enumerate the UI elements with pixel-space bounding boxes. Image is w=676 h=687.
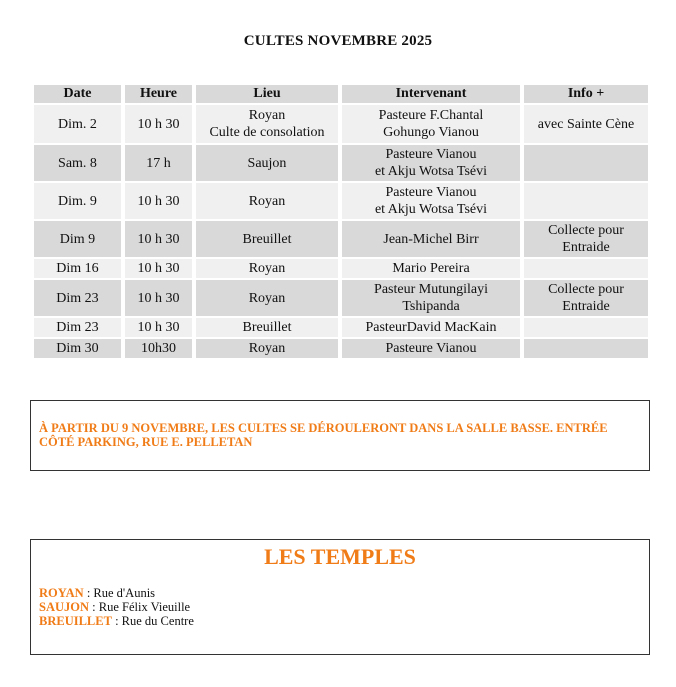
cell-intervenant-line: Gohungo Vianou xyxy=(383,125,479,140)
cell-intervenant xyxy=(342,221,520,257)
cell-info xyxy=(524,259,648,278)
cell-info-line: Collecte pour xyxy=(548,223,624,238)
cell-lieu xyxy=(196,145,338,181)
cell-lieu-line: Saujon xyxy=(247,155,287,171)
header-intervenant: Intervenant xyxy=(342,85,520,103)
cell-heure: 10 h 30 xyxy=(125,105,192,143)
cell-lieu xyxy=(196,105,338,143)
cell-heure: 10 h 30 xyxy=(125,221,192,257)
cell-info-line: Collecte pour xyxy=(548,282,624,297)
cell-info xyxy=(524,280,648,316)
cell-intervenant xyxy=(342,145,520,181)
cell-intervenant-line: et Akju Wotsa Tsévi xyxy=(374,202,488,217)
cell-lieu xyxy=(196,318,338,337)
cell-intervenant-line: PasteurDavid MacKain xyxy=(365,320,497,335)
page-title: CULTES NOVEMBRE 2025 xyxy=(243,33,433,49)
cell-date: Dim. 9 xyxy=(34,183,121,219)
cell-intervenant-line: Pasteure Vianou xyxy=(385,185,477,200)
temples-box xyxy=(30,539,650,655)
cell-heure: 10 h 30 xyxy=(125,280,192,316)
temple-name: ROYAN xyxy=(39,586,84,600)
cell-intervenant xyxy=(342,339,520,358)
temple-item-breuillet xyxy=(39,614,194,628)
cell-lieu xyxy=(196,280,338,316)
cell-lieu-line: Royan xyxy=(248,341,286,356)
table-row xyxy=(34,339,648,358)
cell-lieu xyxy=(196,259,338,278)
cell-intervenant xyxy=(342,105,520,143)
table-row xyxy=(34,145,648,181)
cell-intervenant-line: Tshipanda xyxy=(402,299,460,314)
temple-item-royan xyxy=(39,586,194,600)
header-date: Date xyxy=(34,85,121,103)
cell-intervenant-line: Pasteure F.Chantal xyxy=(378,108,484,123)
table-row xyxy=(34,259,648,278)
temple-address: : Rue d'Aunis xyxy=(83,586,156,600)
cell-intervenant xyxy=(342,259,520,278)
cell-info xyxy=(524,145,648,181)
cell-date: Dim 30 xyxy=(34,339,121,358)
cell-info-line: Entraide xyxy=(562,240,610,255)
header-heure: Heure xyxy=(125,85,192,103)
schedule-body xyxy=(34,105,648,358)
table-row xyxy=(34,183,648,219)
cell-info xyxy=(524,339,648,358)
cell-lieu-line: Royan xyxy=(248,108,286,123)
table-row xyxy=(34,105,648,143)
cell-date: Dim 23 xyxy=(34,280,121,316)
cell-lieu-line: Royan xyxy=(248,193,286,209)
cell-heure: 10 h 30 xyxy=(125,259,192,278)
temples-title: LES TEMPLES xyxy=(264,544,416,569)
cell-intervenant xyxy=(342,183,520,219)
cell-lieu xyxy=(196,339,338,358)
cell-date: Sam. 8 xyxy=(34,145,121,181)
notice-text: À PARTIR DU 9 NOVEMBRE, LES CULTES SE DÉROULERONT DANS LA SALLE BASSE. ENTRÉE CÔTÉ PARKING, RUE E. PELLETAN xyxy=(39,421,608,449)
cell-info xyxy=(524,221,648,257)
table-row xyxy=(34,318,648,337)
temple-item-saujon xyxy=(39,600,194,614)
table-row xyxy=(34,221,648,257)
temple-address: : Rue du Centre xyxy=(111,614,194,628)
cell-lieu-line: Royan xyxy=(248,290,286,306)
temple-name: BREUILLET xyxy=(39,614,112,628)
cell-date: Dim. 2 xyxy=(34,105,121,143)
cell-intervenant xyxy=(342,280,520,316)
cell-info-line: Entraide xyxy=(562,299,610,314)
cell-intervenant xyxy=(342,318,520,337)
cell-intervenant-line: et Akju Wotsa Tsévi xyxy=(374,164,488,179)
temple-address: : Rue Félix Vieuille xyxy=(89,600,191,614)
cell-info xyxy=(524,183,648,219)
cell-heure: 17 h xyxy=(125,145,192,181)
cell-intervenant-line: Mario Pereira xyxy=(392,261,470,276)
cell-date: Dim 16 xyxy=(34,259,121,278)
notice-box xyxy=(30,400,650,471)
temple-name: SAUJON xyxy=(39,600,90,614)
cell-lieu-line: Breuillet xyxy=(242,231,292,247)
cell-intervenant-line: Pasteur Mutungilayi xyxy=(374,282,488,297)
cell-date: Dim 9 xyxy=(34,221,121,257)
cell-heure: 10h30 xyxy=(125,339,192,358)
cell-info xyxy=(524,318,648,337)
cell-heure: 10 h 30 xyxy=(125,318,192,337)
cell-info-line: avec Sainte Cène xyxy=(537,116,635,132)
table-row xyxy=(34,280,648,316)
temples-list xyxy=(39,586,194,628)
header-lieu: Lieu xyxy=(196,85,338,103)
cell-lieu-line: Royan xyxy=(248,261,286,276)
cell-heure: 10 h 30 xyxy=(125,183,192,219)
cell-info xyxy=(524,105,648,143)
cell-intervenant-line: Jean-Michel Birr xyxy=(383,231,479,247)
header-info: Info + xyxy=(524,85,648,103)
cell-intervenant-line: Pasteure Vianou xyxy=(385,147,477,162)
schedule-table xyxy=(30,83,652,360)
cell-date: Dim 23 xyxy=(34,318,121,337)
cell-intervenant-line: Pasteure Vianou xyxy=(385,341,477,356)
cell-lieu xyxy=(196,221,338,257)
cell-lieu-line: Culte de consolation xyxy=(209,125,325,140)
cell-lieu xyxy=(196,183,338,219)
table-header-row xyxy=(34,85,648,103)
cell-lieu-line: Breuillet xyxy=(242,320,292,335)
